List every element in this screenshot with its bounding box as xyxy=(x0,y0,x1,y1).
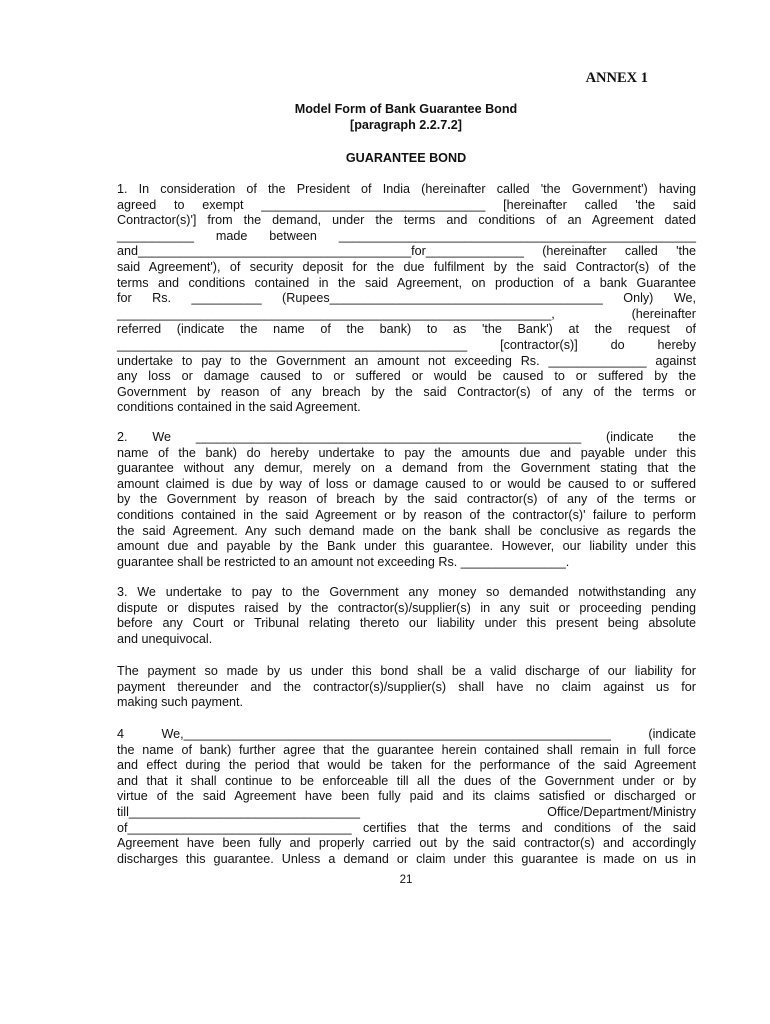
text-line: undertake to pay to the Government an amount not exceeding Rs. ______________ against xyxy=(117,353,696,368)
text-line: the said Agreement. Any such demand made on the bank shall be conclusive as regards the xyxy=(117,523,696,538)
text-line: ______________________________________________________________, (hereinafter xyxy=(117,306,696,321)
text-line: dispute or disputes raised by the contractor(s)/supplier(s) in any suit or proceeding pending xyxy=(117,600,696,615)
text-line: and effect during the period that would be taken for the performance of the said Agreement xyxy=(117,758,696,773)
text-line: conditions contained in the said Agreement. xyxy=(117,400,361,415)
text-line: Contractor(s)'] from the demand, under the terms and conditions of an Agreement dated xyxy=(117,213,696,228)
text-line: agreed to exempt ________________________________ [hereinafter called 'the said xyxy=(117,197,696,212)
text-line: 1. In consideration of the President of India (hereinafter called 'the Government') having xyxy=(117,182,696,196)
paragraph-3 xyxy=(117,585,696,647)
text-line: and that it shall continue to be enforceable till all the dues of the Government under or by xyxy=(117,773,696,788)
text-line: guarantee shall be restricted to an amount not exceeding Rs. _______________. xyxy=(117,554,570,569)
text-line: conditions contained in the said Agreement or by reason of the contractor(s)' failure to perform xyxy=(117,507,696,522)
text-line: referred (indicate the name of the bank) to as 'the Bank') at the request of xyxy=(117,322,696,337)
paragraph-reference: [paragraph 2.2.7.2] xyxy=(350,118,462,132)
text-line: by the Government by reason of breach by the said contractor(s) of any of the terms or xyxy=(117,492,696,507)
text-line: 2. We _______________________________________________________ (indicate the xyxy=(117,430,696,444)
text-line: and_______________________________________for______________ (hereinafter called 'the xyxy=(117,244,696,259)
text-line: amount due and payable by the Bank under this guarantee. However, our liability under this xyxy=(117,539,696,554)
text-line: Agreement have been fully and properly carried out by the said contractor(s) and accordingly xyxy=(117,836,696,851)
text-line: guarantee without any demur, merely on a demand from the Government stating that the xyxy=(117,461,696,476)
paragraph-4 xyxy=(117,727,696,867)
text-line: making such payment. xyxy=(117,695,243,710)
document-title: Model Form of Bank Guarantee Bond xyxy=(294,102,518,116)
text-line: of________________________________ certifies that the terms and conditions of the said xyxy=(117,820,696,835)
text-line: the name of bank) further agree that the guarantee herein contained shall remain in full force xyxy=(117,742,696,757)
text-line: virtue of the said Agreement have been fully paid and its claims satisfied or discharged or xyxy=(117,789,696,804)
paragraph-1 xyxy=(117,182,696,416)
text-line: for Rs. __________ (Rupees_______________________________________ Only) We, xyxy=(117,291,696,306)
text-line: 3. We undertake to pay to the Government any money so demanded notwithstanding any xyxy=(117,585,696,599)
text-line: before any Court or Tribunal relating thereto our liability under this present being absolute xyxy=(117,616,696,631)
text-line: and unequivocal. xyxy=(117,631,213,646)
section-heading: GUARANTEE BOND xyxy=(345,151,467,165)
text-line: till_________________________________ Office/Department/Ministry xyxy=(117,804,696,819)
paragraph-2 xyxy=(117,430,696,570)
text-line: payment thereunder and the contractor(s)/supplier(s) shall have no claim against us for xyxy=(117,679,696,694)
text-line: amount claimed is due by way of loss or damage caused to or would be caused to or suffered xyxy=(117,476,696,491)
text-line: Government by reason of any breach by the said Contractor(s) of any of the terms or xyxy=(117,384,696,399)
annex-label: ANNEX 1 xyxy=(585,70,648,86)
text-line: name of the bank) do hereby undertake to pay the amounts due and payable under this xyxy=(117,445,696,460)
text-line: __________________________________________________ [contractor(s)] do hereby xyxy=(117,337,696,352)
page-number: 21 xyxy=(399,874,413,886)
text-line: ___________ made between ___________________________________________________ xyxy=(117,228,696,243)
text-line: any loss or damage caused to or suffered or would be caused to or suffered by the xyxy=(117,369,696,384)
text-line: said Agreement'), of security deposit for the due fulfilment by the said Contractor(s) of the xyxy=(117,259,696,274)
text-line: The payment so made by us under this bond shall be a valid discharge of our liability for xyxy=(117,664,696,678)
text-line: terms and conditions contained in the said Agreement, on production of a bank Guarantee xyxy=(117,275,696,290)
text-line: 4 We,_____________________________________________________________ (indicate xyxy=(117,727,696,741)
text-line: discharges this guarantee. Unless a demand or claim under this guarantee is made on us in xyxy=(117,851,696,866)
payment-paragraph xyxy=(117,664,696,711)
